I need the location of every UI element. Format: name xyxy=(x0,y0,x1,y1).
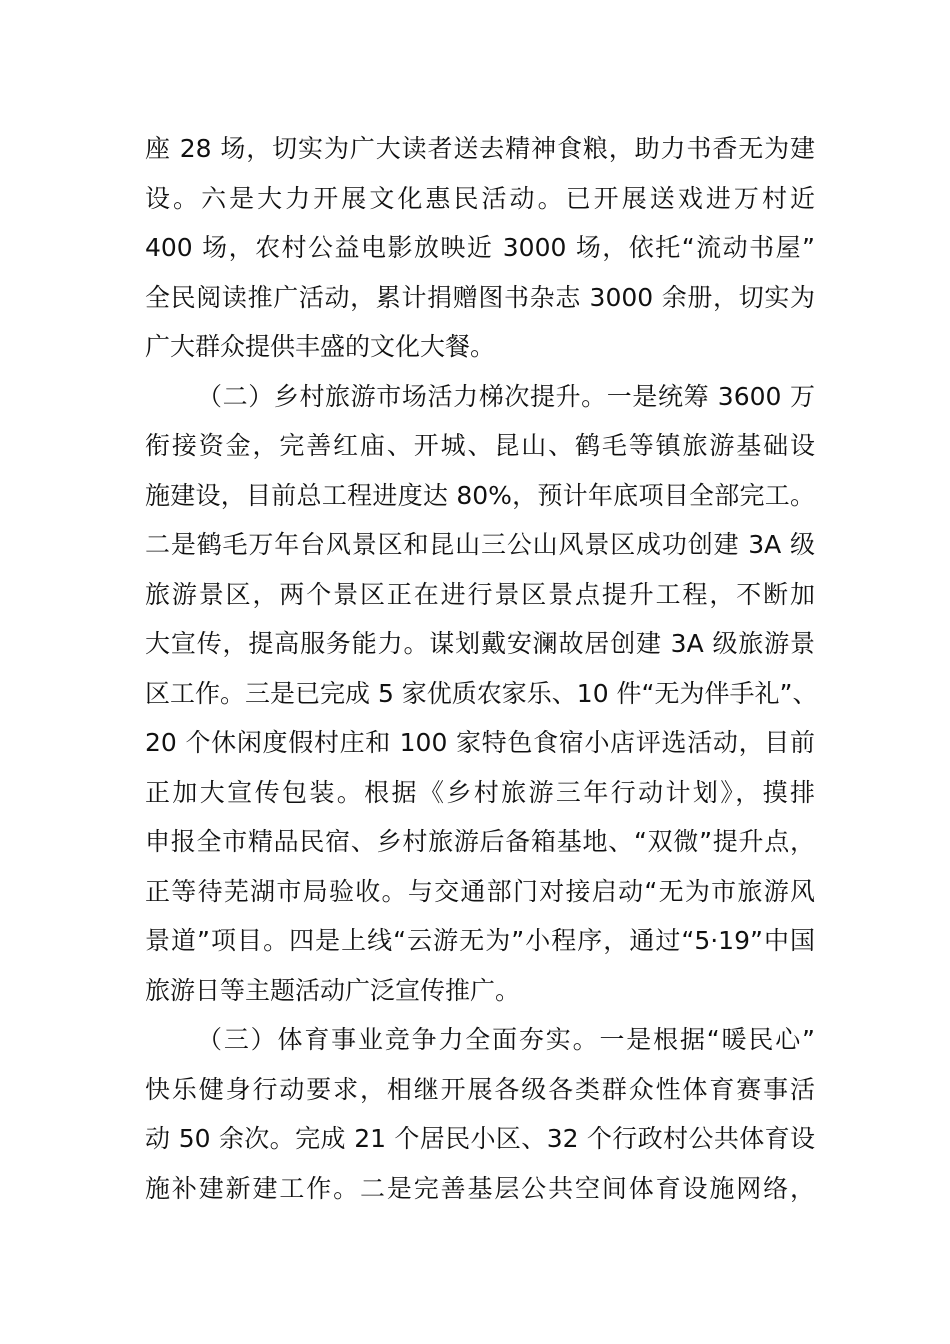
text-line: 景道”项目。四是上线“云游无为”小程序，通过“5·19”中国 xyxy=(145,926,815,955)
text-line: 申报全市精品民宿、乡村旅游后备箱基地、“双微”提升点， xyxy=(145,827,815,856)
body-text xyxy=(145,124,818,1213)
text-line: 施补建新建工作。二是完善基层公共空间体育设施网络， xyxy=(145,1173,815,1203)
text-line-paragraph-end: 广大群众提供丰盛的文化大餐。 xyxy=(145,332,496,361)
text-line: 设。六是大力开展文化惠民活动。已开展送戏进万村近 xyxy=(145,183,815,213)
text-line: 施建设，目前总工程进度达 80%，预计年底项目全部完工。 xyxy=(145,480,815,510)
text-line: 全民阅读推广活动，累计捐赠图书杂志 3000 余册，切实为 xyxy=(145,282,815,312)
text-line: 20 个休闲度假村庄和 100 家特色食宿小店评选活动，目前 xyxy=(145,728,815,757)
text-line: 区工作。三是已完成 5 家优质农家乐、10 件“无为伴手礼”、 xyxy=(145,678,818,708)
text-line: 衔接资金，完善红庙、开城、昆山、鹤毛等镇旅游基础设 xyxy=(145,431,815,460)
section-heading-line: （二）乡村旅游市场活力梯次提升。一是统筹 3600 万 xyxy=(197,381,815,411)
text-line: 正加大宣传包装。根据《乡村旅游三年行动计划》，摸排 xyxy=(145,777,815,807)
text-line: 400 场，农村公益电影放映近 3000 场，依托“流动书屋” xyxy=(145,233,815,262)
text-line: 正等待芜湖市局验收。与交通部门对接启动“无为市旅游风 xyxy=(145,876,815,906)
text-line: 旅游景区，两个景区正在进行景区景点提升工程，不断加 xyxy=(145,579,815,609)
text-line-paragraph-end: 旅游日等主题活动广泛宣传推广。 xyxy=(145,975,521,1005)
section-heading-line: （三）体育事业竞争力全面夯实。一是根据“暖民心” xyxy=(197,1025,815,1054)
text-line: 二是鹤毛万年台风景区和昆山三公山风景区成功创建 3A 级 xyxy=(145,530,815,559)
text-line: 快乐健身行动要求，相继开展各级各类群众性体育赛事活 xyxy=(145,1074,815,1104)
text-line: 动 50 余次。完成 21 个居民小区、32 个行政村公共体育设 xyxy=(145,1124,815,1153)
text-line: 座 28 场，切实为广大读者送去精神食粮，助力书香无为建 xyxy=(145,134,815,163)
text-line: 大宣传，提高服务能力。谋划戴安澜故居创建 3A 级旅游景 xyxy=(145,629,815,658)
